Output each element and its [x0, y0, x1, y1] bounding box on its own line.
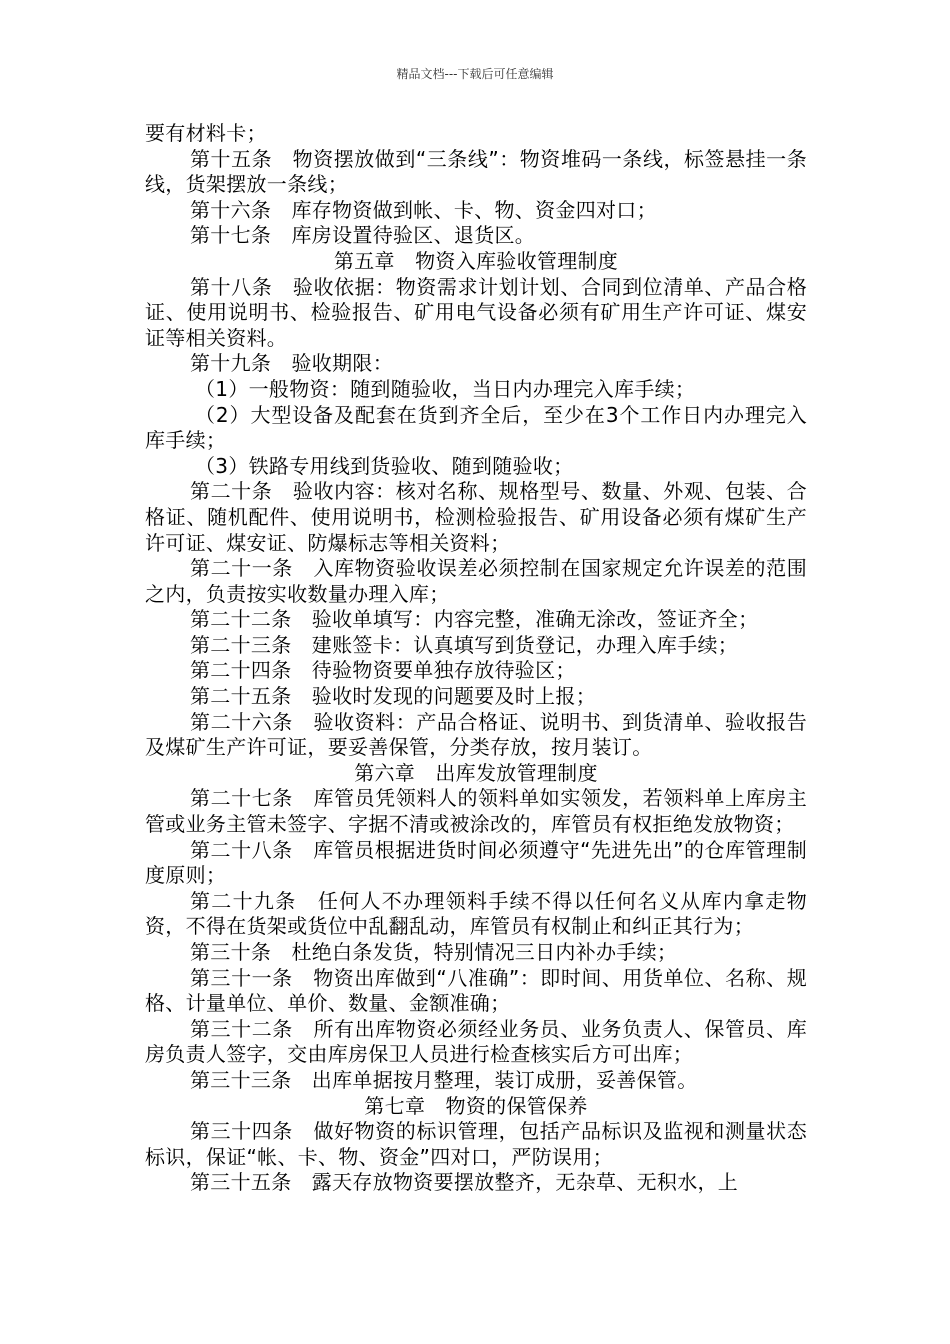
article-22: 第二十二条 验收单填写：内容完整，准确无涂改，签证齐全； [190, 607, 759, 632]
article-28: 第二十八条 库管员根据进货时间必须遵守“先进先出”的仓库管理制度原则； [145, 837, 807, 888]
article-17: 第十七条 库房设置待验区、退货区。 [190, 223, 536, 248]
chapter-7-heading: 第七章 物资的保管保养 [364, 1093, 588, 1118]
article-16: 第十六条 库存物资做到帐、卡、物、资金四对口； [190, 197, 657, 222]
article-23: 第二十三条 建账签卡：认真填写到货登记，办理入库手续； [190, 632, 739, 657]
article-15: 第十五条 物资摆放做到“三条线”：物资堆码一条线，标签悬挂一条线，货架摆放一条线； [145, 146, 807, 197]
article-19: 第十九条 验收期限： [190, 351, 393, 376]
article-33: 第三十三条 出库单据按月整理，装订成册，妥善保管。 [190, 1067, 698, 1092]
article-19-item-2: （2）大型设备及配套在货到齐全后，至少在3个工作日内办理完入库手续； [145, 402, 807, 453]
article-21: 第二十一条 入库物资验收误差必须控制在国家规定允许误差的范围之内，负责按实收数量办理入库； [145, 556, 807, 606]
article-30: 第三十条 杜绝白条发货，特别情况三日内补办手续； [190, 940, 678, 964]
paragraph: 要有材料卡； [145, 121, 267, 145]
article-27: 第二十七条 库管员凭领料人的领料单如实领发，若领料单上库房主管或业务主管未签字、字据不清或被涂改的，库管员有权拒绝发放物资； [145, 786, 807, 837]
article-35: 第三十五条 露天存放物资要摆放整齐，无杂草、无积水，上 [190, 1170, 739, 1195]
chapter-5-heading: 第五章 物资入库验收管理制度 [333, 248, 619, 273]
article-29: 第二十九条 任何人不办理领料手续不得以任何名义从库内拿走物资，不得在货架或货位中乱翻乱动，库管员有权制止和纠正其行为； [145, 888, 807, 939]
article-34: 第三十四条 做好物资的标识管理，包括产品标识及监视和测量状态标识，保证“帐、卡、物、资金”四对口，严防误用； [145, 1119, 807, 1169]
document-body [145, 121, 807, 1196]
page-header: 精品文档---下载后可任意编辑 [396, 67, 554, 81]
article-24: 第二十四条 待验物资要单独存放待验区； [190, 658, 576, 683]
article-18: 第十八条 验收依据：物资需求计划计划、合同到位清单、产品合格证、使用说明书、检验报告、矿用电气设备必须有矿用生产许可证、煤安证等相关资料。 [145, 274, 807, 350]
chapter-6-heading: 第六章 出库发放管理制度 [354, 760, 598, 785]
article-32: 第三十二条 所有出库物资必须经业务员、业务负责人、保管员、库房负责人签字，交由库房保卫人员进行检查核实后方可出库； [145, 1016, 807, 1067]
article-20: 第二十条 验收内容：核对名称、规格型号、数量、外观、包装、合格证、随机配件、使用说明书，检测检验报告、矿用设备必须有煤矿生产许可证、煤安证、防爆标志等相关资料； [145, 479, 807, 555]
article-19-item-1: （1）一般物资：随到随验收，当日内办理完入库手续； [195, 376, 696, 401]
article-25: 第二十五条 验收时发现的问题要及时上报； [190, 684, 596, 709]
article-26: 第二十六条 验收资料：产品合格证、说明书、到货清单、验收报告及煤矿生产许可证，要妥善保管，分类存放，按月装订。 [145, 709, 807, 760]
article-19-item-3: （3）铁路专用线到货验收、随到随验收； [195, 453, 574, 478]
article-31: 第三十一条 物资出库做到“八准确”：即时间、用货单位、名称、规格、计量单位、单价、数量、金额准确； [145, 965, 807, 1016]
